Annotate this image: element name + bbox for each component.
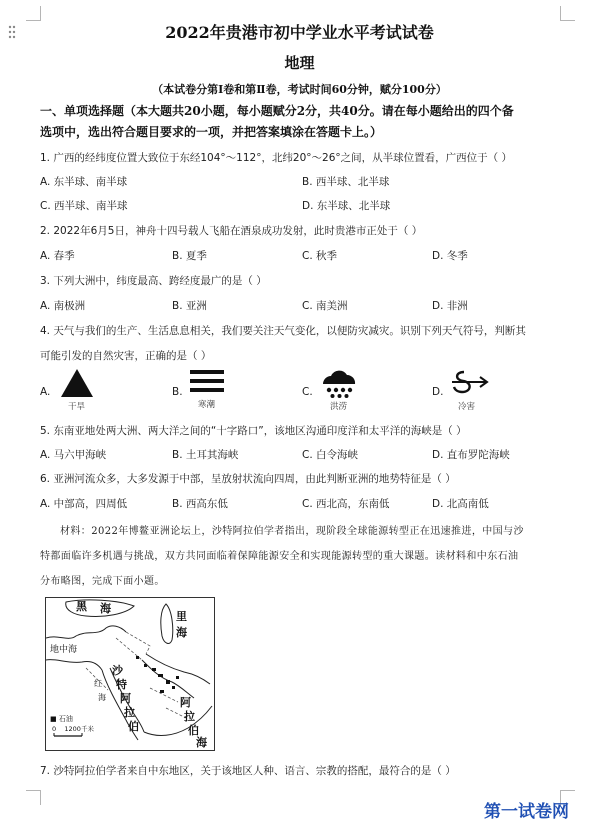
subject-title: 地理	[284, 54, 315, 72]
question-4-label-c: 洪涝	[330, 402, 348, 412]
question-2-option-c[interactable]: C. 秋季	[302, 250, 338, 262]
wind-arrow-icon	[450, 368, 490, 402]
question-6-option-c[interactable]: C. 西北高，东南低	[302, 498, 390, 510]
question-1-option-b[interactable]: B. 西半球、北半球	[302, 176, 390, 188]
question-1-option-d[interactable]: D. 东半球、北半球	[302, 200, 391, 212]
crop-mark-top-left	[26, 6, 41, 21]
question-4-label-a: 干旱	[68, 402, 86, 412]
watermark-text: 第一试卷网	[484, 802, 569, 822]
question-3-option-a[interactable]: A. 南极洲	[40, 300, 86, 312]
map-legend-oil: ■ 石油	[50, 715, 73, 723]
map-label-arabian-sea-1: 阿	[180, 696, 191, 709]
question-5-stem: 5. 东南亚地处两大洲、两大洋之间的“十字路口”，该地区沟通印度洋和太平洋的海峡是（ ）	[40, 425, 467, 437]
map-label-caspian-2: 海	[176, 626, 187, 639]
map-label-saudi-2: 特	[116, 678, 127, 691]
map-label-saudi-1: 沙	[112, 664, 123, 677]
question-3-option-c[interactable]: C. 南美洲	[302, 300, 348, 312]
question-1-option-a[interactable]: A. 东半球、南半球	[40, 176, 128, 188]
map-label-caspian-1: 里	[176, 610, 187, 623]
section-heading-line1: 一、单项选择题（本大题共20小题，每小题赋分2分，共40分。请在每小题给出的四个备	[40, 104, 514, 118]
exam-note: （本试卷分第Ⅰ卷和第Ⅱ卷，考试时间60分钟，赋分100分）	[152, 83, 447, 96]
map-label-mediterranean: 地中海	[50, 645, 78, 655]
material-line2: 特都面临许多机遇与挑战，双方共同面临着保障能源安全和实现能源转型的重大课题。读材料和中东石油	[40, 551, 519, 562]
question-6-option-d[interactable]: D. 北高南低	[432, 498, 489, 510]
question-4-option-c[interactable]: C.	[302, 386, 313, 398]
question-6-stem: 6. 亚洲河流众多，大多发源于中部，呈放射状流向四周，由此判断亚洲的地势特征是（ ）	[40, 473, 456, 485]
question-4-stem-line2: 可能引发的自然灾害，正确的是（ ）	[40, 350, 212, 362]
question-5-option-b[interactable]: B. 土耳其海峡	[172, 449, 239, 461]
map-scale-label: 0 1200千米	[52, 725, 94, 733]
material-line3: 分布略图，完成下面小题。	[40, 576, 165, 587]
map-label-arabian-sea-2: 拉	[184, 710, 195, 723]
question-5-option-a[interactable]: A. 马六甲海峡	[40, 449, 107, 461]
map-label-saudi-3: 阿	[120, 692, 131, 705]
question-6-option-b[interactable]: B. 西高东低	[172, 498, 228, 510]
map-label-arabian-sea-3: 伯	[188, 724, 199, 737]
material-line1: 材料：2022年博鳌亚洲论坛上，沙特阿拉伯学者指出，现阶段全球能源转型正在迅速推进，中国与沙	[60, 526, 524, 537]
question-1-stem: 1. 广西的经纬度位置大致位于东经104°～112°，北纬20°～26°之间，从半球位置看，广西位于（ ）	[40, 152, 512, 164]
question-4-label-d: 冷害	[458, 402, 476, 412]
three-bars-icon	[190, 369, 224, 397]
map-label-saudi-5: 伯	[128, 720, 139, 733]
question-3-stem: 3. 下列大洲中，纬度最高、跨经度最广的是（ ）	[40, 275, 267, 287]
question-4-option-b[interactable]: B.	[172, 386, 183, 398]
question-7-stem: 7. 沙特阿拉伯学者来自中东地区，关于该地区人种、语言、宗教的搭配，最符合的是（ ）	[40, 765, 456, 777]
question-3-option-b[interactable]: B. 亚洲	[172, 300, 207, 312]
question-2-stem: 2. 2022年6月5日，神舟十四号载人飞船在酒泉成功发射，此时贵港市正处于（ ）	[40, 225, 423, 237]
map-label-arabian-sea-4: 海	[196, 736, 207, 749]
question-4-stem-line1: 4. 天气与我们的生产、生活息息相关，我们要关注天气变化，以便防灾减灾。识别下列天气符号，判断其	[40, 325, 526, 337]
question-6-option-a[interactable]: A. 中部高，四周低	[40, 498, 128, 510]
question-3-option-d[interactable]: D. 非洲	[432, 300, 468, 312]
question-4-option-a[interactable]: A.	[40, 386, 51, 398]
question-5-option-d[interactable]: D. 直布罗陀海峡	[432, 449, 510, 461]
map-label-red-sea-2: 海	[98, 693, 106, 702]
map-label-saudi-4: 拉	[124, 706, 135, 719]
exam-title: 2022年贵港市初中学业水平考试试卷	[165, 23, 434, 42]
triangle-icon	[60, 368, 94, 402]
question-2-option-a[interactable]: A. 春季	[40, 250, 75, 262]
map-label-red-sea-1: 红	[94, 679, 102, 688]
question-2-option-d[interactable]: D. 冬季	[432, 250, 468, 262]
map-label-black-sea-2: 海	[100, 602, 111, 615]
question-1-option-c[interactable]: C. 西半球、南半球	[40, 200, 128, 212]
map-label-black-sea-1: 黑	[76, 600, 87, 613]
question-4-option-d[interactable]: D.	[432, 386, 444, 398]
crop-mark-bottom-left	[26, 790, 41, 805]
middle-east-oil-map	[45, 597, 215, 751]
question-5-option-c[interactable]: C. 白令海峡	[302, 449, 359, 461]
question-2-option-b[interactable]: B. 夏季	[172, 250, 207, 262]
rain-cloud-icon	[320, 368, 358, 402]
question-4-label-b: 寒潮	[198, 400, 216, 410]
section-heading-line2: 选项中，选出符合题目要求的一项，并把答案填涂在答题卡上。）	[40, 125, 383, 139]
crop-mark-top-right	[560, 6, 575, 21]
